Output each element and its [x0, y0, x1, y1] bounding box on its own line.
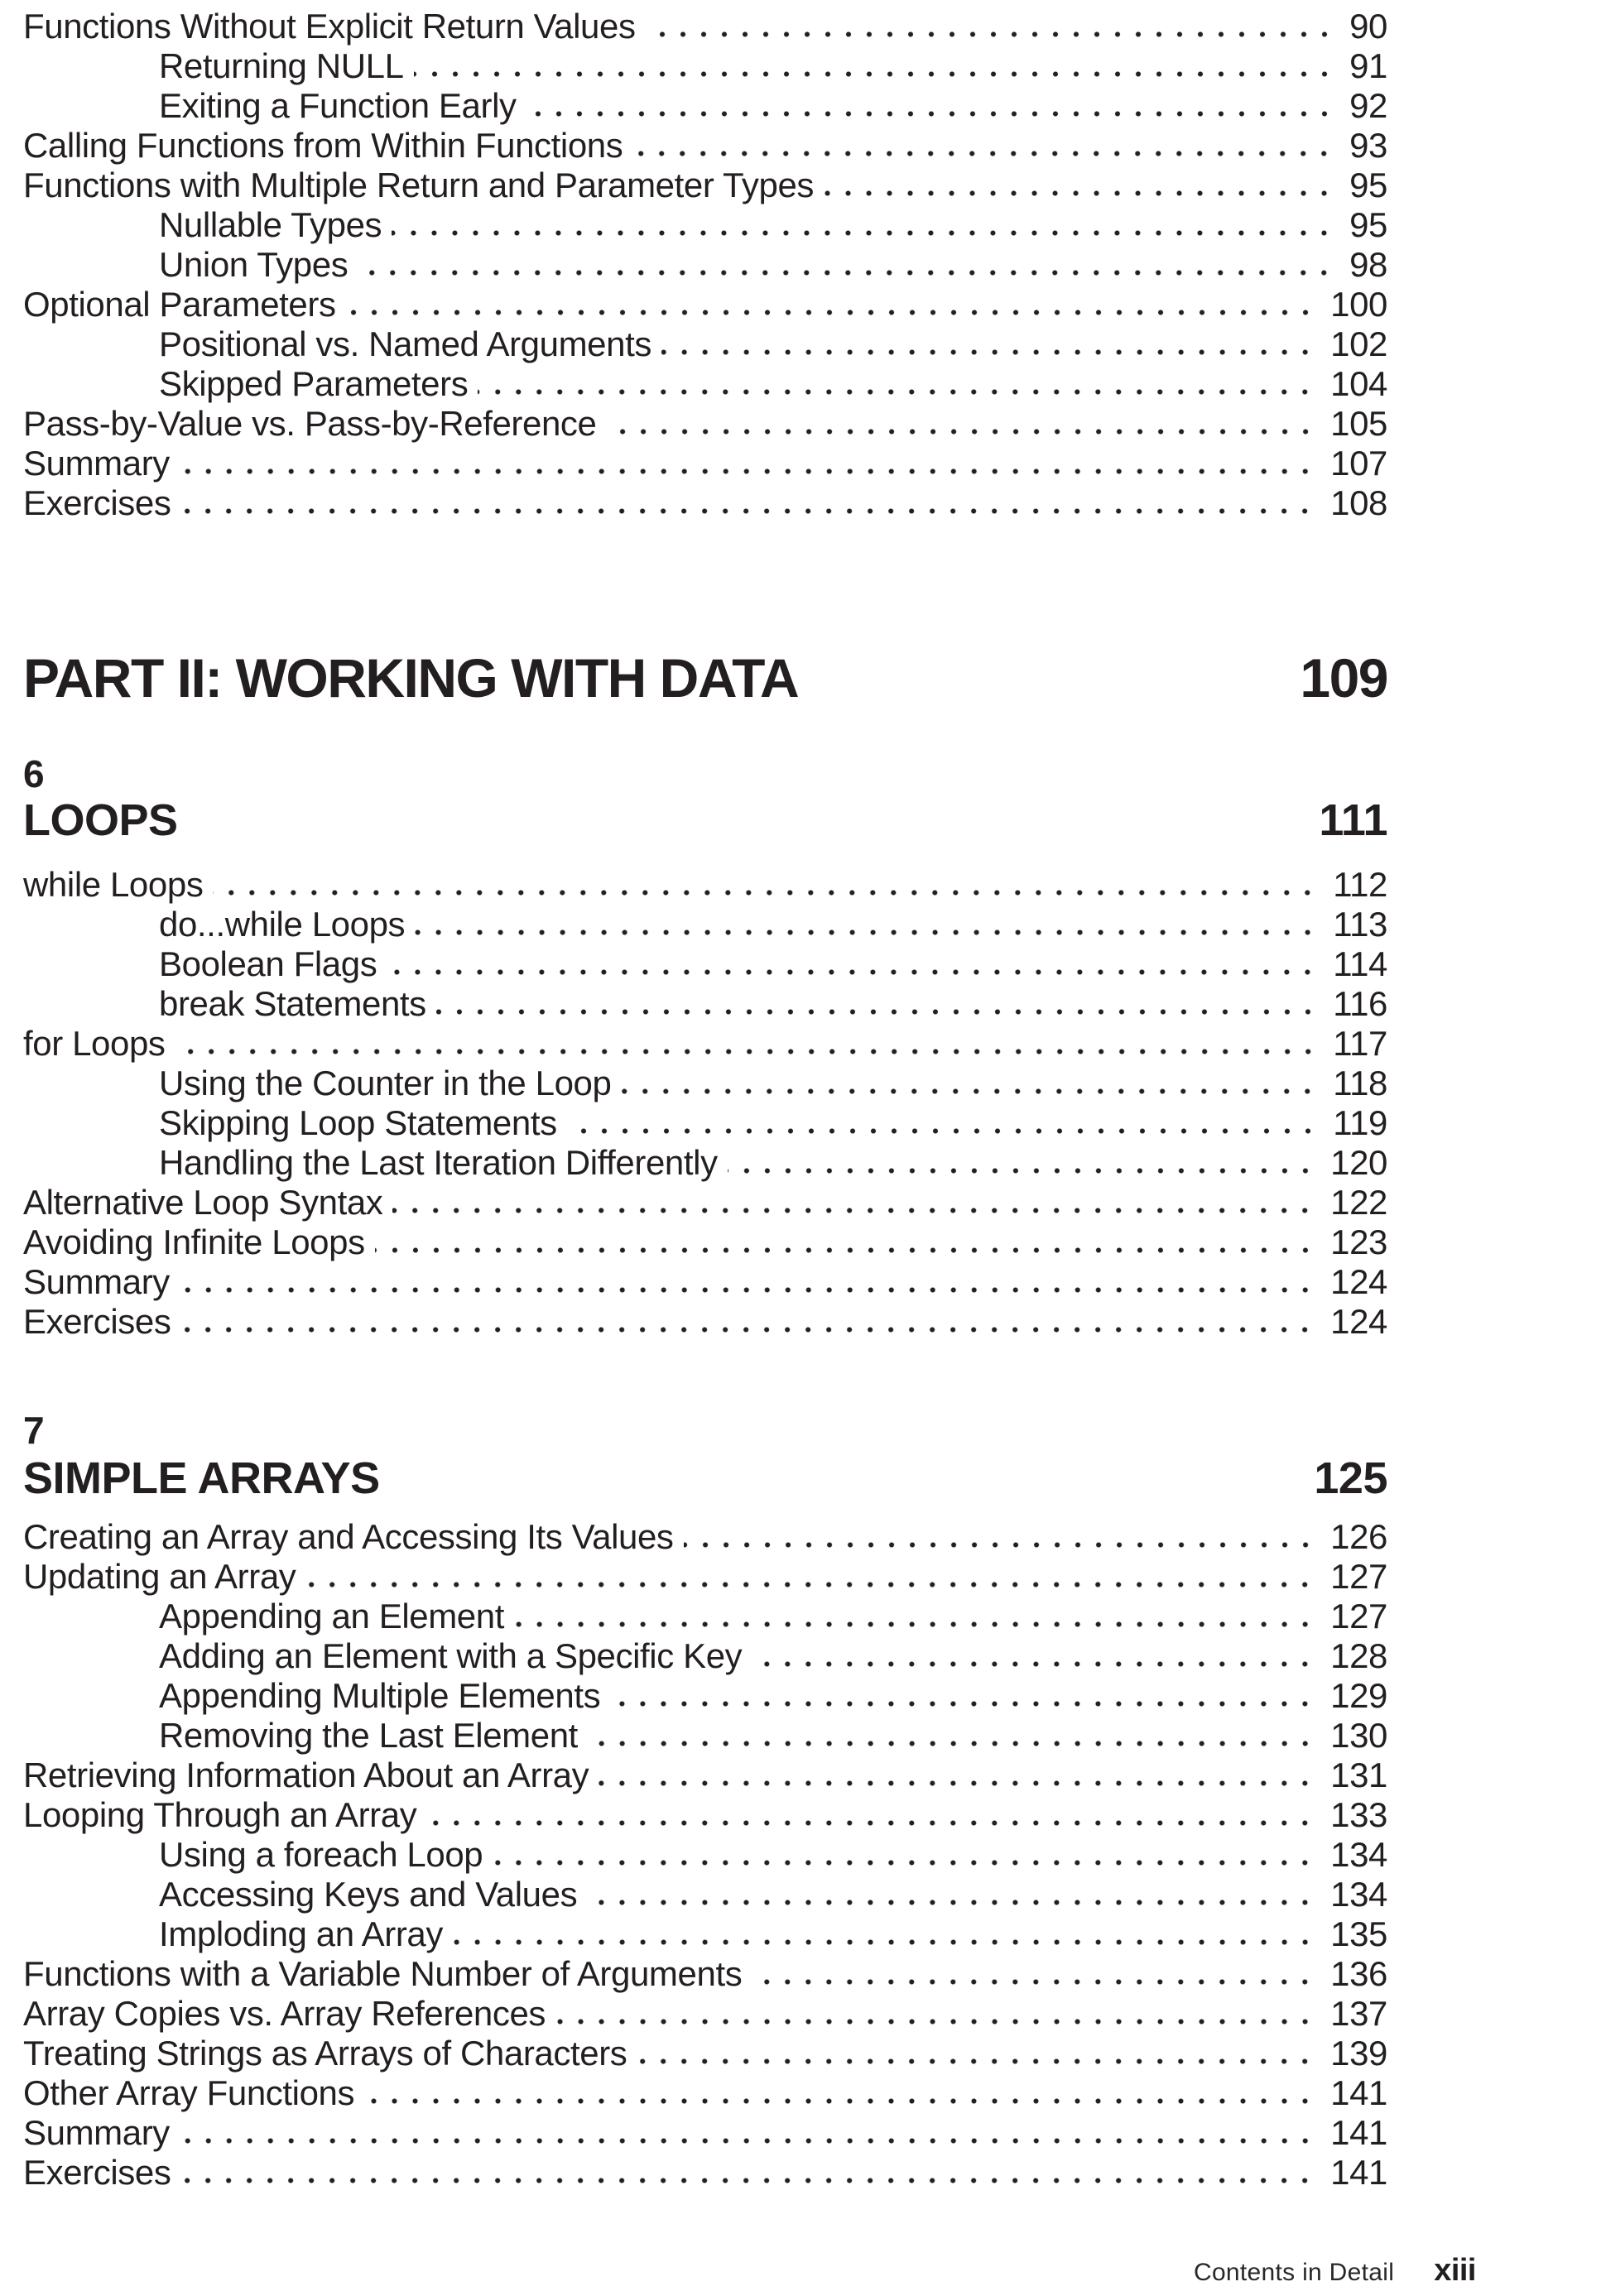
dot-leader	[478, 388, 1315, 396]
dot-leader	[599, 1780, 1315, 1787]
toc-entry	[23, 1756, 1387, 1795]
chapter7-page: 125	[1314, 1453, 1387, 1503]
toc-entry-page: 93	[1349, 126, 1387, 165]
toc-entry-page: 108	[1330, 483, 1387, 522]
toc-entry-title: Exercises	[23, 2153, 171, 2192]
chapter7-title: SIMPLE ARRAYS	[23, 1453, 380, 1503]
dot-leader	[588, 1740, 1315, 1747]
toc-entry-title: Appending an Element	[159, 1597, 504, 1636]
toc-entry-page: 135	[1330, 1914, 1387, 1953]
dot-leader	[415, 929, 1318, 936]
toc-entry	[23, 1517, 1387, 1557]
toc-entry-page: 134	[1330, 1835, 1387, 1874]
toc-entry	[23, 1064, 1387, 1103]
toc-entry	[23, 1143, 1387, 1183]
toc-entry-page: 134	[1330, 1875, 1387, 1914]
dot-leader	[610, 1700, 1315, 1708]
toc-entry-title: Positional vs. Named Arguments	[159, 324, 651, 363]
toc-entry	[23, 1994, 1387, 2034]
toc-entry-title: Returning NULL	[159, 46, 404, 85]
toc-entry-page: 131	[1330, 1756, 1387, 1794]
dot-leader	[387, 968, 1318, 976]
dot-leader	[358, 269, 1334, 276]
dot-leader	[392, 1207, 1315, 1214]
toc-entry-title: Calling Functions from Within Functions	[23, 126, 623, 165]
toc-entry-page: 133	[1330, 1795, 1387, 1834]
toc-entry-title: Summary	[23, 444, 170, 483]
chapter6-title: LOOPS	[23, 795, 178, 845]
chapter7-entries	[23, 1517, 1387, 2193]
toc-entry-page: 107	[1330, 444, 1387, 483]
dot-leader	[567, 1127, 1319, 1135]
dot-leader	[514, 1621, 1315, 1628]
toc-entry-title: Alternative Loop Syntax	[23, 1183, 383, 1222]
dot-leader	[180, 2177, 1315, 2184]
toc-entry-title: Other Array Functions	[23, 2073, 355, 2112]
toc-entry-page: 105	[1330, 404, 1387, 443]
toc-entry-page: 118	[1333, 1064, 1387, 1102]
toc-entry	[23, 1795, 1387, 1835]
toc-entry	[23, 1262, 1387, 1302]
toc-entry	[23, 2073, 1387, 2113]
toc-entry-page: 141	[1330, 2073, 1387, 2112]
toc-entry-page: 120	[1330, 1143, 1387, 1182]
dot-leader	[346, 309, 1316, 316]
toc-entry-title: Adding an Element with a Specific Key	[159, 1636, 743, 1675]
toc-entry	[23, 7, 1387, 46]
toc-entry-page: 117	[1333, 1024, 1387, 1063]
dot-leader	[555, 2018, 1315, 2025]
toc-entry	[23, 1676, 1387, 1716]
toc-entry-page: 102	[1330, 324, 1387, 363]
footer-section-label: Contents in Detail	[1193, 2259, 1395, 2286]
toc-entry-title: do...while Loops	[159, 905, 406, 944]
toc-entry-page: 98	[1349, 245, 1387, 284]
toc-entry	[23, 905, 1387, 944]
toc-entry-title: Avoiding Infinite Loops	[23, 1222, 365, 1261]
toc-entry-page: 124	[1330, 1302, 1387, 1341]
toc-entry-title: Functions with a Variable Number of Arguments	[23, 1954, 743, 1993]
dot-leader	[180, 2137, 1315, 2145]
toc-entry-title: Skipping Loop Statements	[159, 1103, 557, 1142]
toc-entry-title: Updating an Array	[23, 1557, 296, 1596]
toc-entry-title: for Loops	[23, 1024, 166, 1063]
toc-entry	[23, 2034, 1387, 2073]
toc-entry	[23, 1875, 1387, 1914]
toc-entry-page: 128	[1330, 1636, 1387, 1675]
dot-leader	[213, 889, 1318, 896]
toc-entry-page: 127	[1330, 1557, 1387, 1596]
toc-entry-title: Treating Strings as Arrays of Characters	[23, 2034, 627, 2073]
toc-entry	[23, 1557, 1387, 1597]
toc-entry	[23, 1103, 1387, 1143]
toc-entry-page: 113	[1333, 905, 1387, 944]
toc-entry-title: Using the Counter in the Loop	[159, 1064, 612, 1102]
toc-entry-title: Creating an Array and Accessing Its Values	[23, 1517, 674, 1556]
toc-entry-title: Handling the Last Iteration Differently	[159, 1143, 718, 1182]
toc-entry	[23, 1636, 1387, 1676]
dot-leader	[752, 1660, 1315, 1668]
toc-entry-title: Using a foreach Loop	[159, 1835, 483, 1874]
toc-entry-page: 95	[1349, 166, 1387, 204]
dot-leader	[453, 1938, 1315, 1946]
toc-entry	[23, 2153, 1387, 2193]
toc-entry-page: 100	[1330, 285, 1387, 324]
toc-entry	[23, 984, 1387, 1024]
toc-entry-title: Exercises	[23, 483, 171, 522]
toc-entry	[23, 444, 1387, 483]
toc-entry	[23, 205, 1387, 245]
toc-entry-title: Optional Parameters	[23, 285, 336, 324]
toc-entry-page: 122	[1330, 1183, 1387, 1222]
toc-entry	[23, 245, 1387, 285]
dot-leader	[180, 1286, 1315, 1294]
dot-leader	[824, 190, 1334, 197]
toc-entry	[23, 1716, 1387, 1756]
toc-entry-title: while Loops	[23, 865, 204, 904]
toc-entry-page: 123	[1330, 1222, 1387, 1261]
toc-entry-title: Accessing Keys and Values	[159, 1875, 578, 1914]
toc-entry-page: 141	[1330, 2153, 1387, 2192]
chapter7-heading	[23, 1453, 1387, 1503]
toc-entry	[23, 86, 1387, 126]
chapter6-entries	[23, 865, 1387, 1342]
toc-entry-title: Appending Multiple Elements	[159, 1676, 601, 1715]
page-footer	[0, 2254, 1601, 2289]
toc-entry	[23, 285, 1387, 324]
dot-leader	[426, 1819, 1315, 1827]
toc-entry-title: Array Copies vs. Array References	[23, 1994, 546, 2033]
dot-leader	[436, 1008, 1318, 1016]
toc-entry-title: Skipped Parameters	[159, 364, 469, 403]
dot-leader	[364, 2097, 1315, 2105]
dot-leader	[607, 428, 1316, 435]
dot-leader	[646, 31, 1335, 38]
toc-entry	[23, 483, 1387, 523]
toc-entry	[23, 1183, 1387, 1222]
toc-entry-page: 129	[1330, 1676, 1387, 1715]
dot-leader	[632, 150, 1334, 157]
dot-leader	[305, 1581, 1315, 1588]
dot-leader	[180, 468, 1315, 475]
toc-entry	[23, 126, 1387, 166]
toc-entry	[23, 2113, 1387, 2153]
dot-leader	[175, 1048, 1319, 1055]
toc-entry	[23, 1024, 1387, 1064]
toc-entry	[23, 865, 1387, 905]
footer-folio: xiii	[1434, 2253, 1476, 2288]
dot-leader	[728, 1167, 1315, 1174]
dot-leader	[392, 229, 1334, 237]
toc-entry	[23, 46, 1387, 86]
toc-entry	[23, 944, 1387, 984]
toc-entry	[23, 1914, 1387, 1954]
toc-entry-title: Imploding an Array	[159, 1914, 443, 1953]
toc-entry-title: Summary	[23, 2113, 170, 2152]
toc-entry-page: 91	[1349, 46, 1387, 85]
toc-entry-page: 116	[1333, 984, 1387, 1023]
toc-entry-page: 136	[1330, 1954, 1387, 1993]
dot-leader	[684, 1541, 1316, 1549]
toc-entry-page: 112	[1333, 865, 1387, 904]
dot-leader	[180, 1326, 1315, 1333]
dot-leader	[526, 110, 1334, 118]
toc-entry-title: Retrieving Information About an Array	[23, 1756, 589, 1794]
dot-leader	[180, 507, 1315, 515]
toc-entry	[23, 404, 1387, 444]
toc-entry	[23, 166, 1387, 205]
toc-entry-page: 114	[1333, 944, 1387, 983]
toc-entry-page: 139	[1330, 2034, 1387, 2073]
toc-entry-title: Functions with Multiple Return and Parameter Types	[23, 166, 815, 204]
toc-entry	[23, 1835, 1387, 1875]
dot-leader	[493, 1859, 1315, 1866]
toc-entry-page: 137	[1330, 1994, 1387, 2033]
toc-entry-title: Removing the Last Element	[159, 1716, 578, 1755]
dot-leader	[414, 70, 1335, 78]
toc-entry-page: 90	[1349, 7, 1387, 46]
dot-leader	[587, 1899, 1315, 1906]
toc-entry	[23, 1222, 1387, 1262]
chapter6-heading	[23, 795, 1387, 845]
toc-entry-title: Functions Without Explicit Return Values	[23, 7, 636, 46]
toc-entry-page: 119	[1333, 1103, 1387, 1142]
toc-entry-page: 95	[1349, 205, 1387, 244]
toc-entry-title: Exercises	[23, 1302, 171, 1341]
toc-entry-title: Union Types	[159, 245, 349, 284]
toc-entry-title: Pass-by-Value vs. Pass-by-Reference	[23, 404, 597, 443]
toc-entry-page: 126	[1330, 1517, 1387, 1556]
toc-entry	[23, 1302, 1387, 1342]
toc-entry-title: break Statements	[159, 984, 426, 1023]
toc-entry-page: 141	[1330, 2113, 1387, 2152]
chapter6-page: 111	[1319, 795, 1387, 845]
toc-entry-title: Summary	[23, 1262, 170, 1301]
toc-entry-title: Boolean Flags	[159, 944, 377, 983]
dot-leader	[621, 1088, 1318, 1095]
part-heading	[23, 647, 1387, 708]
chapter5-entries	[23, 7, 1387, 523]
toc-entry	[23, 1954, 1387, 1994]
toc-entry-page: 130	[1330, 1716, 1387, 1755]
toc-entry-page: 127	[1330, 1597, 1387, 1636]
dot-leader	[375, 1246, 1315, 1254]
dot-leader	[637, 2058, 1315, 2065]
toc-entry-page: 92	[1349, 86, 1387, 125]
chapter7-number: 7	[23, 1409, 45, 1452]
chapter6-number: 6	[23, 752, 45, 795]
toc-entry	[23, 1597, 1387, 1636]
dot-leader	[661, 348, 1315, 356]
toc-entry-title: Exiting a Function Early	[159, 86, 517, 125]
toc-entry	[23, 364, 1387, 404]
part-title: PART II: WORKING WITH DATA	[23, 647, 799, 708]
toc-entry-title: Nullable Types	[159, 205, 382, 244]
part-page: 109	[1300, 647, 1387, 708]
toc-entry	[23, 324, 1387, 364]
toc-entry-page: 104	[1330, 364, 1387, 403]
dot-leader	[752, 1978, 1315, 1986]
toc-entry-title: Looping Through an Array	[23, 1795, 417, 1834]
toc-entry-page: 124	[1330, 1262, 1387, 1301]
